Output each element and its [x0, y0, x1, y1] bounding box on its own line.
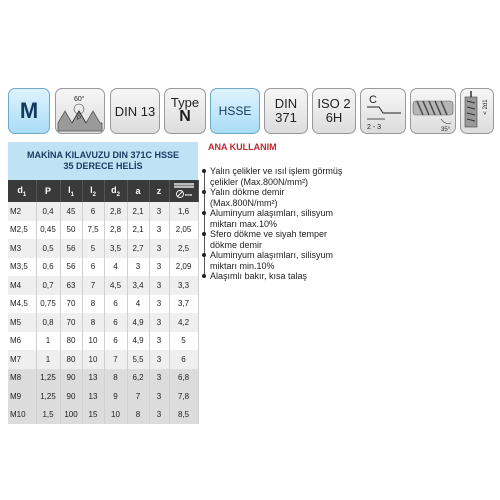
table-cell: 3	[149, 387, 169, 406]
table-row	[8, 258, 198, 277]
din13-label: DIN 13	[114, 103, 156, 119]
table-cell: 90	[60, 387, 82, 406]
din371-line2: 371	[275, 110, 297, 125]
usage-item-text: Aluminyum alaşımları, silisyum miktarı min.10%	[210, 250, 334, 271]
din371-badge	[264, 88, 308, 134]
table-row	[8, 332, 198, 351]
table-cell: 56	[60, 258, 82, 277]
table-cell: 3	[149, 239, 169, 258]
table-row	[8, 369, 198, 388]
col-l2: $l_2$	[82, 180, 104, 202]
table-cell: 2,1	[127, 202, 149, 221]
table-title-line2: 35 DERECE HELİS	[63, 161, 143, 171]
table-cell: 6	[104, 313, 127, 332]
table-cell: M4	[8, 276, 36, 295]
col-a: a	[127, 180, 149, 202]
table-cell: M10	[8, 406, 36, 425]
table-title-line1: MAKİNA KILAVUZU DIN 371C HSSE	[26, 149, 179, 160]
table-cell: 8	[127, 406, 149, 425]
table-cell: M3	[8, 239, 36, 258]
table-cell: M8	[8, 369, 36, 388]
table-cell: 2,5	[169, 239, 198, 258]
table-cell: M5	[8, 313, 36, 332]
din13-badge	[110, 88, 160, 134]
usage-item-text: Aluminyum alaşımları, silisyum miktarı max.10%	[210, 208, 334, 229]
din371-line1: DIN	[274, 95, 298, 111]
table-cell: 7	[82, 276, 104, 295]
table-cell: 7	[104, 350, 127, 369]
drill-diameter-icon	[172, 181, 196, 199]
table-cell: 6	[82, 258, 104, 277]
table-cell: 0,75	[36, 295, 60, 314]
table-cell: 4,9	[127, 332, 149, 351]
usage-item	[204, 271, 344, 282]
table-cell: 6,8	[169, 369, 198, 388]
table-cell: M2,5	[8, 221, 36, 240]
table-cell: 0,7	[36, 276, 60, 295]
table-cell: 13	[82, 369, 104, 388]
table-cell: 3,5	[104, 239, 127, 258]
table-cell: 3	[149, 202, 169, 221]
table-cell: 56	[60, 239, 82, 258]
table-cell: 10	[82, 332, 104, 351]
usage-item	[204, 166, 344, 187]
usage-item-text: Yalın çelikler ve ısıl işlem görmüş çelikler (Max.800N/mm²)	[210, 166, 343, 187]
table-cell: 9	[104, 387, 127, 406]
table-cell: 5	[82, 239, 104, 258]
usage-item-text: Alaşımlı bakır, kısa talaş	[210, 271, 308, 281]
table-cell: 1	[36, 332, 60, 351]
table-cell: 3	[149, 276, 169, 295]
metric-thread-icon	[8, 88, 50, 134]
table-cell: 6	[104, 332, 127, 351]
table-cell: 3	[149, 313, 169, 332]
bullet-dot	[202, 253, 206, 257]
table-cell: 3,3	[169, 276, 198, 295]
table-cell: 2,7	[127, 239, 149, 258]
hsse-badge	[210, 88, 260, 134]
bullet-dot	[202, 190, 206, 194]
table-cell: 6,2	[127, 369, 149, 388]
usage-item	[204, 250, 344, 271]
depth-ratio-label: < 2d1	[483, 99, 489, 115]
depth-ratio-icon	[460, 88, 494, 134]
table-cell: 1,25	[36, 369, 60, 388]
table-cell: 6	[169, 350, 198, 369]
table-cell: 2,1	[127, 221, 149, 240]
iso-line1: ISO 2	[317, 95, 351, 111]
table-cell: 0,4	[36, 202, 60, 221]
table-cell: M6	[8, 332, 36, 351]
table-cell: M4,5	[8, 295, 36, 314]
hsse-label: HSSE	[218, 104, 252, 118]
table-cell: 8	[82, 295, 104, 314]
table-cell: 1	[36, 350, 60, 369]
table-header-row	[8, 180, 198, 202]
table-cell: 0,6	[36, 258, 60, 277]
bullet-dot	[202, 169, 206, 173]
table-cell: 0,5	[36, 239, 60, 258]
usage-item	[204, 208, 344, 229]
chamfer-range: 2 - 3	[367, 124, 382, 131]
table-cell: 63	[60, 276, 82, 295]
table-cell: 5,5	[127, 350, 149, 369]
table-cell: 7,5	[82, 221, 104, 240]
table-cell: 8	[104, 369, 127, 388]
usage-item	[204, 229, 344, 250]
table-cell: 100	[60, 406, 82, 425]
type-badge	[164, 88, 206, 134]
spec-icon-row	[8, 88, 494, 136]
usage-item-text: Sfero dökme ve siyah temper dökme demir	[210, 229, 328, 250]
chamfer-form-icon	[360, 88, 406, 134]
svg-text:mm: mm	[184, 192, 192, 197]
table-cell: 1,5	[36, 406, 60, 425]
spec-table	[8, 180, 199, 424]
table-cell: M9	[8, 387, 36, 406]
table-cell: 1,25	[36, 387, 60, 406]
usage-list	[204, 166, 344, 282]
table-cell: 70	[60, 295, 82, 314]
table-cell: 3	[149, 221, 169, 240]
chamfer-letter: C	[369, 94, 377, 106]
metric-label: M	[19, 98, 39, 123]
table-cell: 80	[60, 332, 82, 351]
table-cell: 4	[127, 295, 149, 314]
table-cell: 4	[104, 258, 127, 277]
table-cell: 45	[60, 202, 82, 221]
table-cell: 7	[127, 387, 149, 406]
usage-item	[204, 187, 344, 208]
table-row	[8, 239, 198, 258]
bullet-dot	[202, 232, 206, 236]
iso-line2: 6H	[325, 110, 343, 125]
table-cell: 70	[60, 313, 82, 332]
spiral-angle-label: 35°	[441, 127, 451, 133]
table-cell: 2,8	[104, 202, 127, 221]
usage-title: ANA KULLANIM	[208, 142, 277, 152]
table-cell: 3	[149, 332, 169, 351]
col-d2: $d_2$	[104, 180, 127, 202]
table-row	[8, 350, 198, 369]
table-cell: 3	[149, 369, 169, 388]
table-cell: 50	[60, 221, 82, 240]
col-drill-diameter	[169, 180, 198, 202]
table-row	[8, 406, 198, 425]
col-z: z	[149, 180, 169, 202]
table-cell: 3	[149, 258, 169, 277]
thread-angle-label: 60°	[74, 96, 85, 103]
table-row	[8, 276, 198, 295]
bullet-dot	[202, 211, 206, 215]
table-cell: 4,2	[169, 313, 198, 332]
table-cell: 1,6	[169, 202, 198, 221]
table-cell: M7	[8, 350, 36, 369]
spiral-flute-icon	[410, 88, 456, 134]
table-cell: 10	[104, 406, 127, 425]
usage-panel	[204, 142, 344, 282]
table-row	[8, 295, 198, 314]
type-value: N	[179, 108, 191, 126]
table-cell: 6	[82, 202, 104, 221]
table-cell: 13	[82, 387, 104, 406]
table-cell: 4,9	[127, 313, 149, 332]
spec-table-panel	[8, 142, 198, 424]
col-p: P	[36, 180, 60, 202]
table-cell: 2,05	[169, 221, 198, 240]
type-label: Type	[170, 94, 200, 110]
table-cell: 2,09	[169, 258, 198, 277]
table-cell: 80	[60, 350, 82, 369]
table-cell: 3	[149, 350, 169, 369]
table-cell: 2,8	[104, 221, 127, 240]
table-row	[8, 221, 198, 240]
table-cell: 10	[82, 350, 104, 369]
thread-pitch-label: P	[77, 116, 82, 122]
bullet-dot	[202, 274, 206, 278]
table-cell: 5	[169, 332, 198, 351]
table-cell: 3	[127, 258, 149, 277]
table-cell: M3,5	[8, 258, 36, 277]
table-cell: 8,5	[169, 406, 198, 425]
col-d1: $d_1$	[8, 180, 36, 202]
table-cell: 3,4	[127, 276, 149, 295]
thread-profile-icon	[55, 88, 105, 134]
table-cell: 0,45	[36, 221, 60, 240]
table-cell: 3	[149, 406, 169, 425]
table-title	[8, 142, 198, 180]
table-row	[8, 387, 198, 406]
table-cell: M2	[8, 202, 36, 221]
table-cell: 0,8	[36, 313, 60, 332]
table-cell: 3	[149, 295, 169, 314]
table-row	[8, 313, 198, 332]
table-row	[8, 202, 198, 221]
table-cell: 3,7	[169, 295, 198, 314]
table-cell: 6	[104, 295, 127, 314]
table-cell: 90	[60, 369, 82, 388]
iso-tolerance-badge	[312, 88, 356, 134]
table-cell: 4,5	[104, 276, 127, 295]
col-l1: $l_1$	[60, 180, 82, 202]
table-cell: 7,8	[169, 387, 198, 406]
usage-item-text: Yalın dökme demir (Max.800N/mm²)	[210, 187, 285, 208]
table-cell: 15	[82, 406, 104, 425]
table-cell: 8	[82, 313, 104, 332]
